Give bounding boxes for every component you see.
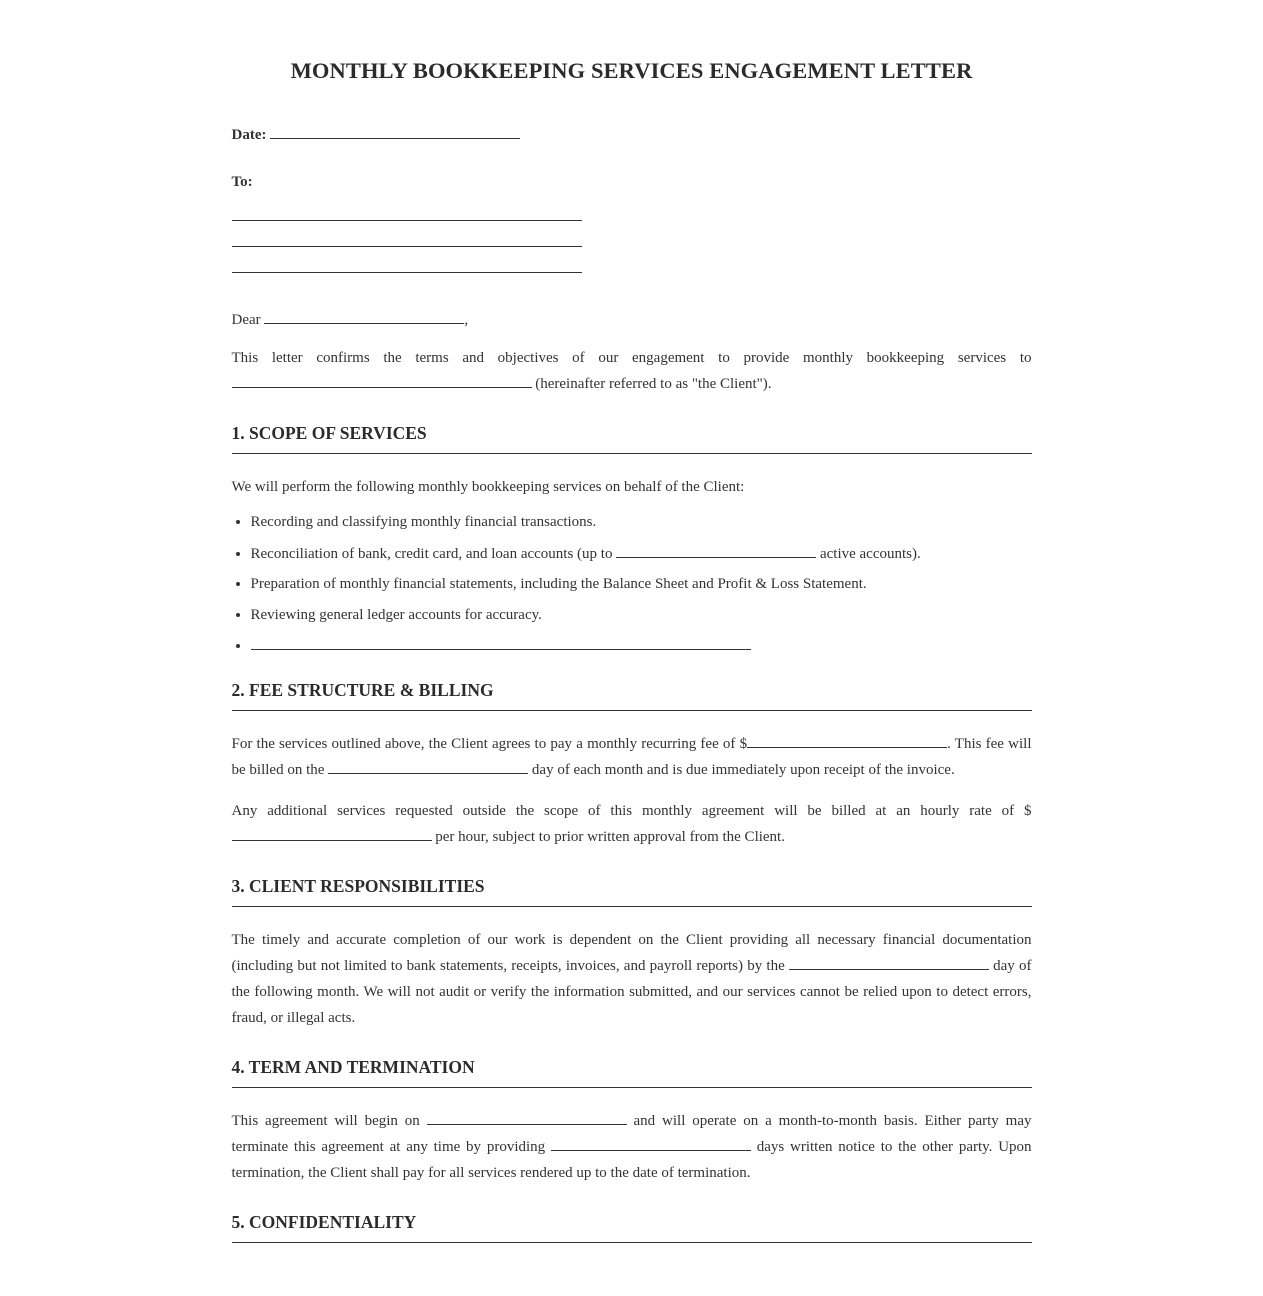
- date-label: Date:: [231, 127, 267, 143]
- additional-service-blank[interactable]: [251, 635, 751, 650]
- scope-item-1: Recording and classifying monthly financial transactions.: [250, 514, 597, 530]
- address-line-2-blank[interactable]: [232, 221, 582, 247]
- section-heading-confidentiality: 5. CONFIDENTIALITY: [232, 1212, 1032, 1243]
- list-item: [251, 512, 1032, 532]
- scope-item-2-text-1: Reconciliation of bank, credit card, and loan accounts (up to: [250, 545, 613, 562]
- section-heading-term: 4. TERM AND TERMINATION: [232, 1057, 1032, 1088]
- list-item: [251, 574, 1032, 594]
- client-name-blank[interactable]: [232, 373, 532, 388]
- term-text-3: days written notice to the other party. Upon termination, the Client shall pay for all services rendered up to the date of termination.: [231, 1139, 1032, 1181]
- fees-paragraph-2: [232, 798, 1032, 850]
- client-text-1: The timely and accurate completion of our work is dependent on the Client providing all necessary financial documentation (including but not limited to bank statements, receipts, invoices, and payroll reports) by the: [231, 932, 1032, 974]
- list-item: [251, 605, 1032, 625]
- scope-item-2-text-2: active accounts).: [819, 545, 921, 562]
- client-paragraph: [232, 927, 1032, 1031]
- billing-day-blank[interactable]: [328, 759, 528, 774]
- recipient-name-blank[interactable]: [264, 309, 464, 324]
- document-deadline-blank[interactable]: [789, 955, 989, 970]
- account-count-blank[interactable]: [616, 543, 816, 558]
- intro-text-2: (hereinafter referred to as "the Client").: [535, 376, 772, 392]
- document-title: MONTHLY BOOKKEEPING SERVICES ENGAGEMENT LETTER: [290, 58, 973, 83]
- address-line-3-blank[interactable]: [232, 247, 582, 273]
- date-blank[interactable]: [270, 124, 520, 139]
- list-item: [251, 543, 1032, 564]
- dear-label: Dear: [231, 312, 261, 328]
- hourly-rate-blank[interactable]: [232, 826, 432, 841]
- notice-days-blank[interactable]: [551, 1136, 751, 1151]
- scope-item-4: Reviewing general ledger accounts for accuracy.: [250, 606, 542, 623]
- scope-item-3: Preparation of monthly financial statements, including the Balance Sheet and Profit & Loss Statement.: [250, 576, 867, 592]
- start-date-blank[interactable]: [427, 1110, 627, 1125]
- scope-intro: We will perform the following monthly bookkeeping services on behalf of the Client:: [231, 479, 745, 495]
- scope-list: [232, 512, 1032, 656]
- fees-text-1: For the services outlined above, the Client agrees to pay a monthly recurring fee of $: [231, 736, 748, 752]
- document-page: [232, 0, 1032, 1243]
- fees-text-3: day of each month and is due immediately upon receipt of the invoice.: [531, 762, 955, 778]
- section-heading-scope: 1. SCOPE OF SERVICES: [232, 423, 1032, 454]
- term-text-2: and will operate on a month-to-month basis. Either party may terminate this agreement at any time by providing: [231, 1113, 1032, 1155]
- client-text-2: day of the following month. We will not audit or verify the information submitted, and our services cannot be relied upon to detect errors, fraud, or illegal acts.: [231, 958, 1032, 1026]
- to-label: To:: [231, 174, 253, 190]
- date-row: [232, 124, 1032, 144]
- fees-text-5: per hour, subject to prior written approval from the Client.: [435, 829, 785, 845]
- list-item: [251, 635, 1032, 656]
- fees-text-4: Any additional services requested outside the scope of this monthly agreement will be billed at an hourly rate of $: [231, 803, 1032, 819]
- intro-paragraph: [232, 345, 1032, 397]
- fees-paragraph-1: [232, 731, 1032, 783]
- intro-text-1: This letter confirms the terms and objectives of our engagement to provide monthly bookkeeping services to: [231, 350, 1032, 366]
- salutation: Dear ,: [232, 309, 1032, 329]
- section-heading-client-responsibilities: 3. CLIENT RESPONSIBILITIES: [232, 876, 1032, 907]
- term-paragraph: [232, 1108, 1032, 1186]
- section-heading-fees: 2. FEE STRUCTURE & BILLING: [232, 680, 1032, 711]
- address-line-1-blank[interactable]: [232, 195, 582, 221]
- monthly-fee-blank[interactable]: [747, 733, 947, 748]
- address-block: [232, 195, 1032, 273]
- fees-text-2: . This fee will be billed on the: [231, 736, 1032, 778]
- term-text-1: This agreement will begin on: [231, 1113, 420, 1129]
